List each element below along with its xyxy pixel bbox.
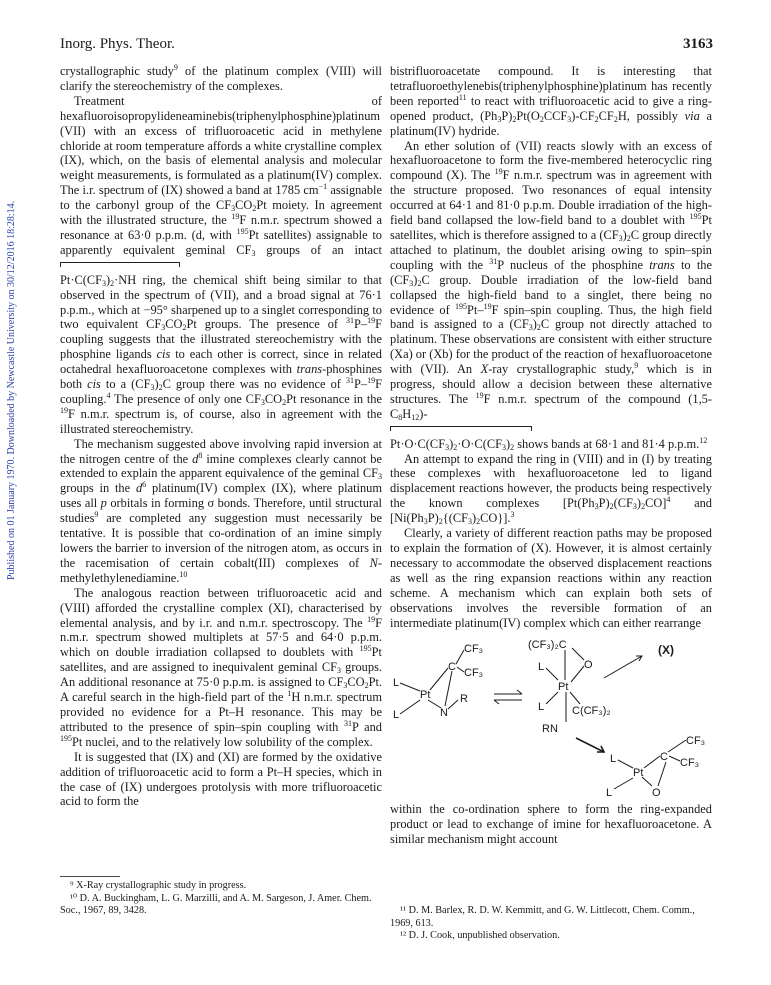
paragraph: within the co-ordination sphere to form the ring-expanded product or lead to exchange of imine for hexafluoroacetone. A similar mechanism might account — [390, 802, 712, 847]
paragraph: It is suggested that (IX) and (XI) are formed by the oxidative addition of trifluoroacetic acid to form a Pt–H species, which in the case of (IX) undergoes protolysis with more trifluoroacetic acid to form the — [60, 749, 382, 809]
label-cf3: CF₃ — [680, 757, 700, 770]
footnote: ⁹ X-Ray crystallographic study in progress. — [70, 880, 247, 891]
paragraph: The mechanism suggested above involving rapid inversion at the nitrogen centre of the $d^8$ imine complexes clearly cannot be extended to explain the apparent equivalence of the geminal $CF_3$ groups in the $d^6$ platinum(IV) complex (IX), where platinum uses all p orbitals in forming σ bonds. Therefore, until structural studies$^9$ are completed any suggestion must necessarily be tentative. It is possible that co-ordination of an imine simply lowers the barrier to inversion of the nitrogen atom, as occurs in the racemisation of certain cobalt(III) complexes of N-methylethylenediamine.$^{10}$ — [60, 436, 382, 585]
label-l: L — [393, 709, 400, 722]
paragraph: An attempt to expand the ring in (VIII) and in (I) by treating these complexes with hexafluoroacetone led to ligand displacement reactions however, the products being respectively the known complexes $[Pt(Ph_3P)_2(CF_3)_2CO]^4$ and $[Ni(Ph_3P)_2\{(CF_3)_2CO\}].^3$ — [390, 451, 712, 527]
label-pt: Pt — [633, 767, 644, 780]
label-c: C — [660, 751, 668, 764]
footnotes-right — [390, 905, 712, 943]
reaction-scheme-diagram — [390, 634, 712, 800]
label-pt: Pt — [558, 681, 569, 694]
label-rn: RN — [542, 723, 558, 736]
label-cf3: CF₃ — [686, 735, 706, 748]
label-o: O — [652, 787, 661, 800]
label-x: (X) — [658, 643, 674, 658]
label-c: C — [448, 661, 456, 674]
label-pt: Pt — [420, 689, 431, 702]
arrow-to-product — [576, 738, 604, 752]
paragraph: An ether solution of (VII) reacts slowly with an excess of hexafluoroacetone to form the five-membered heterocyclic ring compound (X). The $^{19}$F n.m.r. spectrum was in agreement with the structure proposed. Two resonances of equal intensity occurred at 64·1 and 81·0 p.p.m. Double irradiation of the high-field band collapsed the low-field band to a doublet with $^{195}$Pt satellites, which is therefore assigned to a $(CF_3)_2C$ group directly attached to platinum, the doublet arising owing to spin–spin coupling with the $^{31}$P nucleus of the phosphine trans to the $(CF_3)_2C$ group. Double irradiation of the low-field band collapsed the high-field band to a singlet, there being no evidence of $^{195}$Pt–$^{19}$F spin–spin coupling. Thus, the high field band is assigned to a $(CF_3)_2C$ group not directly attached to platinum. These observations are consistent with either structure (Xa) or (Xb) for the product of the reaction of hexafluoroacetone with (VII). An X-ray crystallographic study,$^9$ which is in progress, should allow a decision between these alternative structures. The $^{19}$F n.m.r. spectrum of the compound $(1,5-C_8H_{12})-$ $Pt\cdot O\cdot C(CF_3)_2\cdot O\cdot C(CF_3)_2$ shows bands at 68·1 and 81·4 p.p.m.$^{12}$ — [390, 138, 713, 452]
paragraph: Clearly, a variety of different reaction paths may be proposed to explain the formation of (X). However, it is almost certainly necessary to accommodate the observed displacement reactions as well as the ring expansion reactions within any reaction scheme. A mechanism which can explain both sets of observations involves the reversible formation of an intermediate platinum(IV) complex which can either rearrange — [390, 526, 712, 630]
paragraph: Treatment of hexafluoroisopropylideneaminebis(triphenylphosphine)platinum (VII) with an excess of trifluoroacetic acid in methylene chloride at room temperature affords a white crystalline complex (IX), which, on the basis of elemental analysis and molecular weight measurements, is formulated as a platinum(IV) complex. The i.r. spectrum of (IX) showed a band at 1785 $cm^{-1}$ assignable to the carbonyl group of the $CF_3CO_2Pt$ moiety. In agreement with the illustrated structure, the $^{19}$F n.m.r. spectrum showed a resonance at 63·0 p.p.m. (d, with $^{195}$Pt satellites) assignable to apparently equivalent geminal $CF_3$ groups of an intact $Pt\cdot C(CF_3)_2\cdot NH$ ring, the chemical shift being similar to that observed in the spectrum of (VII), and a broad signal at 76·1 p.p.m., which at −95° sharpened up to a singlet corresponding to two equivalent $CF_3CO_2Pt$ groups. The presence of $^{31}$P–$^{19}$F coupling suggests that the illustrated stereochemistry with the phosphine ligands cis to each other is correct, since in related octahedral hexafluoroacetone complexes with trans-phosphines both cis to a $(CF_3)_2C$ group there was no evidence of $^{31}$P–$^{19}$F coupling.$^4$ The presence of only one $CF_3CO_2Pt$ resonance in the $^{19}$F n.m.r. spectrum is, of course, also in agreement with the illustrated stereochemistry. — [60, 93, 383, 436]
label-cf3: CF₃ — [464, 667, 484, 680]
paragraph: The analogous reaction between trifluoroacetic acid and (VIII) afforded the crystalline complex (XI), characterised by elemental analysis, and by i.r. and n.m.r. spectroscopy. The $^{19}$F n.m.r. spectrum showed multiplets at 57·5 and 64·0 p.p.m. which on double irradiation collapsed to doublets with $^{195}$Pt satellites, and are assigned to inequivalent geminal $CF_3$ groups. An additional resonance at 75·0 p.p.m. is assigned to $CF_3CO_2Pt$. A careful search in the high-field part of the $^1$H n.m.r. spectrum provided no evidence for a Pt–H resonance. This may be attributed to the presence of spin–spin coupling with $^{31}$P and $^{195}$Pt nuclei, and to the relatively low solubility of the complex. — [60, 585, 383, 749]
label-n: N — [440, 707, 448, 720]
label-cf32c: (CF₃)₂C — [528, 639, 567, 652]
label-l: L — [393, 677, 400, 690]
paragraph: bistrifluoroacetate compound. It is interesting that tetrafluoroethylenebis(triphenylphosphine)platinum has recently been reported$^{11}$ to react with trifluoroacetic acid to give a ring-opened product, $(Ph_3P)_2Pt(O_2CCF_3)-CF_2CF_2H$, possibly via a platinum(IV) hydride. — [390, 64, 712, 138]
label-l: L — [610, 753, 617, 766]
equilibrium-arrows — [494, 690, 522, 704]
label-cf3: CF₃ — [464, 643, 484, 656]
right-column — [390, 64, 712, 847]
page-number: 3163 — [683, 36, 713, 52]
right-structure-bonds — [614, 740, 686, 789]
download-watermark: Published on 01 January 1970. Downloaded by Newcastle University on 30/12/2016 18:28:14. — [6, 200, 17, 580]
label-l: L — [606, 787, 613, 800]
arrow-to-x — [604, 656, 642, 678]
label-ccf32: C(CF₃)₂ — [572, 705, 611, 718]
left-column — [60, 64, 382, 809]
journal-title: Inorg. Phys. Theor. — [60, 36, 175, 52]
label-o: O — [584, 659, 593, 672]
left-structure-bonds — [400, 650, 464, 714]
footnote: ¹² D. J. Cook, unpublished observation. — [400, 930, 560, 941]
page-header — [60, 36, 713, 56]
label-l: L — [538, 701, 545, 714]
footnote: ¹⁰ D. A. Buckingham, L. G. Marzilli, and A. M. Sargeson, J. Amer. Chem. Soc., 1967, 89, 3428. — [60, 892, 372, 916]
paragraph: crystallographic study$^9$ of the platinum complex (VIII) will clarify the stereochemistry of the complexes. — [60, 63, 382, 93]
footnotes-left — [60, 880, 382, 918]
label-r: R — [460, 693, 468, 706]
label-l: L — [538, 661, 545, 674]
footnote-rule — [60, 876, 120, 877]
footnote: ¹¹ D. M. Barlex, R. D. W. Kemmitt, and G. W. Littlecott, Chem. Comm., 1969, 613. — [390, 905, 695, 929]
reaction-scheme-svg — [390, 634, 712, 800]
